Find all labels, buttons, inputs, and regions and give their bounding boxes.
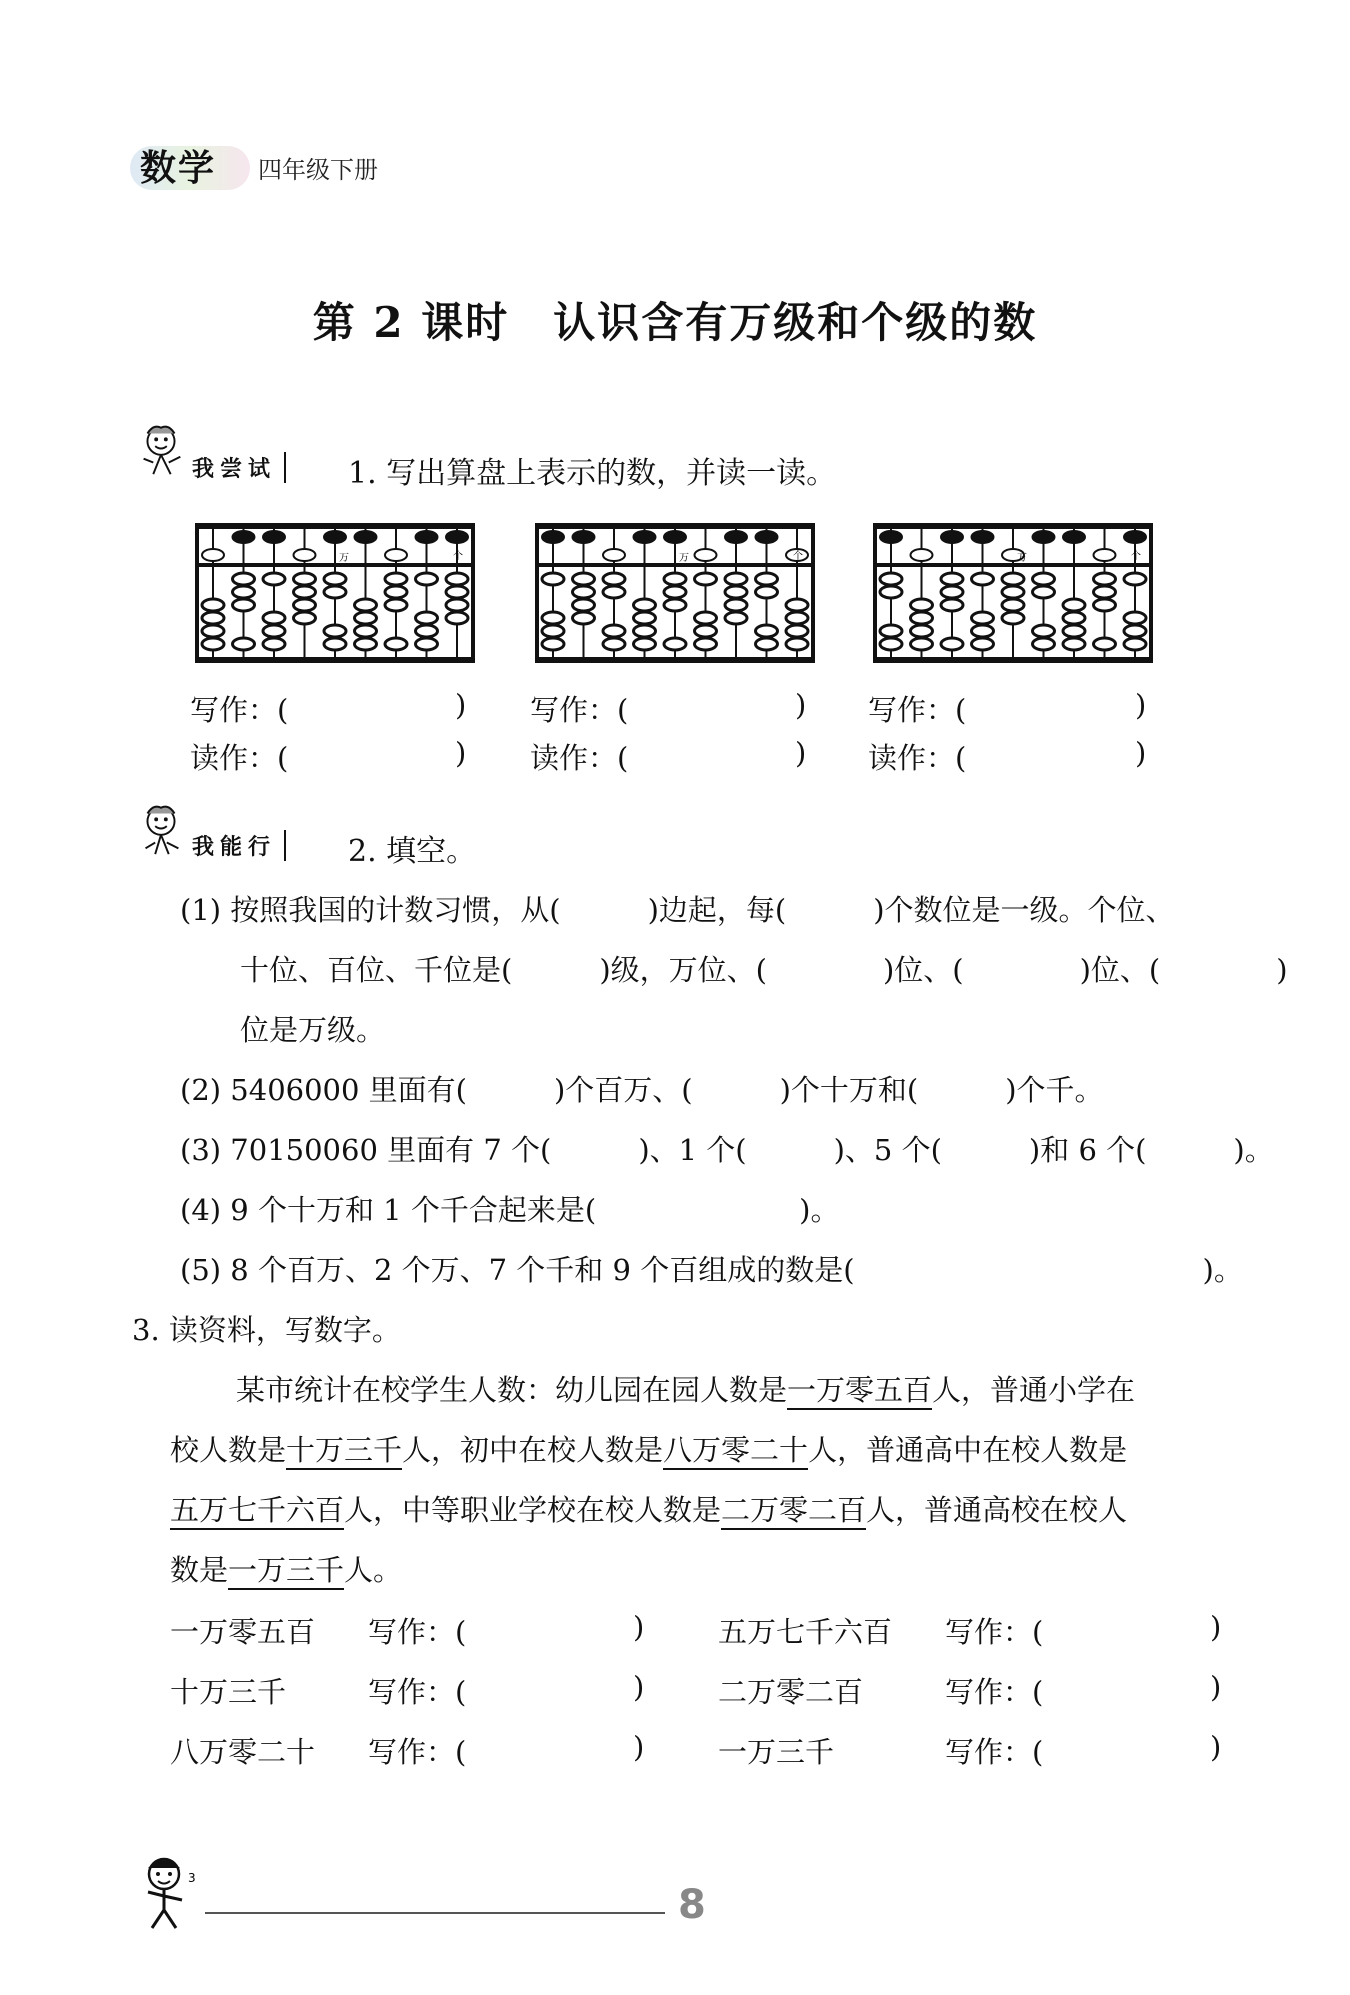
mascot-girl-2-icon xyxy=(132,800,190,858)
q3-row-1-right-write: 写作：( xyxy=(945,1615,1044,1649)
q1-read-label-3: 读作：( xyxy=(868,741,967,775)
q3-row-1-right-label: 五万七千六百 xyxy=(718,1615,893,1649)
abacus-1 xyxy=(195,523,475,663)
q3-row-1-right-close: ) xyxy=(1210,1610,1222,1644)
q1-write-close-3: ) xyxy=(1135,688,1147,722)
q3-row-2-right-write: 写作：( xyxy=(945,1675,1044,1709)
section-tag-can: 我能行 xyxy=(192,830,286,861)
q3-row-3-right-write: 写作：( xyxy=(945,1735,1044,1769)
abacus-mark-ge: 个 xyxy=(1131,551,1141,562)
q2-item-1-line-1: (1) 按照我国的计数习惯，从( )边起，每( )个数位是一级。个位、 xyxy=(180,893,1175,927)
q3-row-2-right-close: ) xyxy=(1210,1670,1222,1704)
q1-read-close-1: ) xyxy=(455,736,467,770)
q1-write-close-2: ) xyxy=(795,688,807,722)
q2-item-1-line-3: 位是万级。 xyxy=(240,1013,386,1047)
q2-item-3: (3) 70150060 里面有 7 个( )、1 个( )、5 个( )和 6 个( )。 xyxy=(180,1133,1274,1167)
abacus-mark-wan: 万 xyxy=(679,553,689,564)
q1-read-label-2: 读作：( xyxy=(530,741,629,775)
question-1-title: 1. 写出算盘上表示的数，并读一读。 xyxy=(348,456,837,491)
q3-row-2-left-close: ) xyxy=(633,1670,645,1704)
q1-read-close-3: ) xyxy=(1135,736,1147,770)
question-2-title: 2. 填空。 xyxy=(348,834,477,869)
q2-item-4: (4) 9 个十万和 1 个千合起来是( )。 xyxy=(180,1193,840,1227)
q3-row-1-left-close: ) xyxy=(633,1610,645,1644)
q1-write-label-2: 写作：( xyxy=(530,693,629,727)
q2-item-5: (5) 8 个百万、2 个万、7 个千和 9 个百组成的数是( )。 xyxy=(180,1253,1243,1287)
q3-row-1-left-label: 一万零五百 xyxy=(170,1615,316,1649)
footer-rule xyxy=(205,1912,665,1914)
abacus-2 xyxy=(535,523,815,663)
abacus-mark-ge: 个 xyxy=(793,551,803,562)
q3-row-2-right-label: 二万零二百 xyxy=(718,1675,864,1709)
header-grade: 四年级下册 xyxy=(258,156,378,184)
footer-mascot-boy-icon xyxy=(128,1852,200,1932)
q3-paragraph-line-1: 某市统计在校学生人数：幼儿园在园人数是一万零五百人，普通小学在 xyxy=(236,1368,1135,1409)
q3-paragraph-line-4: 数是一万三千人。 xyxy=(170,1548,402,1589)
q1-write-label-3: 写作：( xyxy=(868,693,967,727)
q3-row-3-left-write: 写作：( xyxy=(368,1735,467,1769)
abacus-mark-wan: 万 xyxy=(339,553,349,564)
q1-write-label-1: 写作：( xyxy=(190,693,289,727)
q2-item-2: (2) 5406000 里面有( )个百万、( )个十万和( )个千。 xyxy=(180,1073,1104,1107)
q3-row-3-left-label: 八万零二十 xyxy=(170,1735,316,1769)
q3-paragraph-line-3: 五万七千六百人，中等职业学校在校人数是二万零二百人，普通高校在校人 xyxy=(170,1488,1127,1529)
mascot-girl-icon xyxy=(132,420,190,478)
abacus-3 xyxy=(873,523,1153,663)
abacus-mark-ge: 个 xyxy=(453,551,463,562)
q3-row-1-left-write: 写作：( xyxy=(368,1615,467,1649)
q3-paragraph-line-2: 校人数是十万三千人，初中在校人数是八万零二十人，普通高中在校人数是 xyxy=(170,1428,1127,1469)
lesson-title: 第 2 课时 认识含有万级和个级的数 xyxy=(312,298,1038,347)
page-number: 8 xyxy=(678,1882,706,1928)
abacus-mark-wan: 万 xyxy=(1017,553,1027,564)
q3-row-3-left-close: ) xyxy=(633,1730,645,1764)
question-3-title: 3. 读资料，写数字。 xyxy=(132,1313,401,1347)
header-subject: 数学 xyxy=(140,148,217,189)
q1-read-label-1: 读作：( xyxy=(190,741,289,775)
q3-row-2-left-label: 十万三千 xyxy=(170,1675,287,1709)
q1-read-close-2: ) xyxy=(795,736,807,770)
q2-item-1-line-2: 十位、百位、千位是( )级，万位、( )位、( )位、( ) xyxy=(240,953,1288,987)
q3-row-2-left-write: 写作：( xyxy=(368,1675,467,1709)
section-tag-try: 我尝试 xyxy=(192,452,286,483)
svg-text:3: 3 xyxy=(188,1871,196,1885)
q1-write-close-1: ) xyxy=(455,688,467,722)
q3-row-3-right-label: 一万三千 xyxy=(718,1735,835,1769)
q3-row-3-right-close: ) xyxy=(1210,1730,1222,1764)
